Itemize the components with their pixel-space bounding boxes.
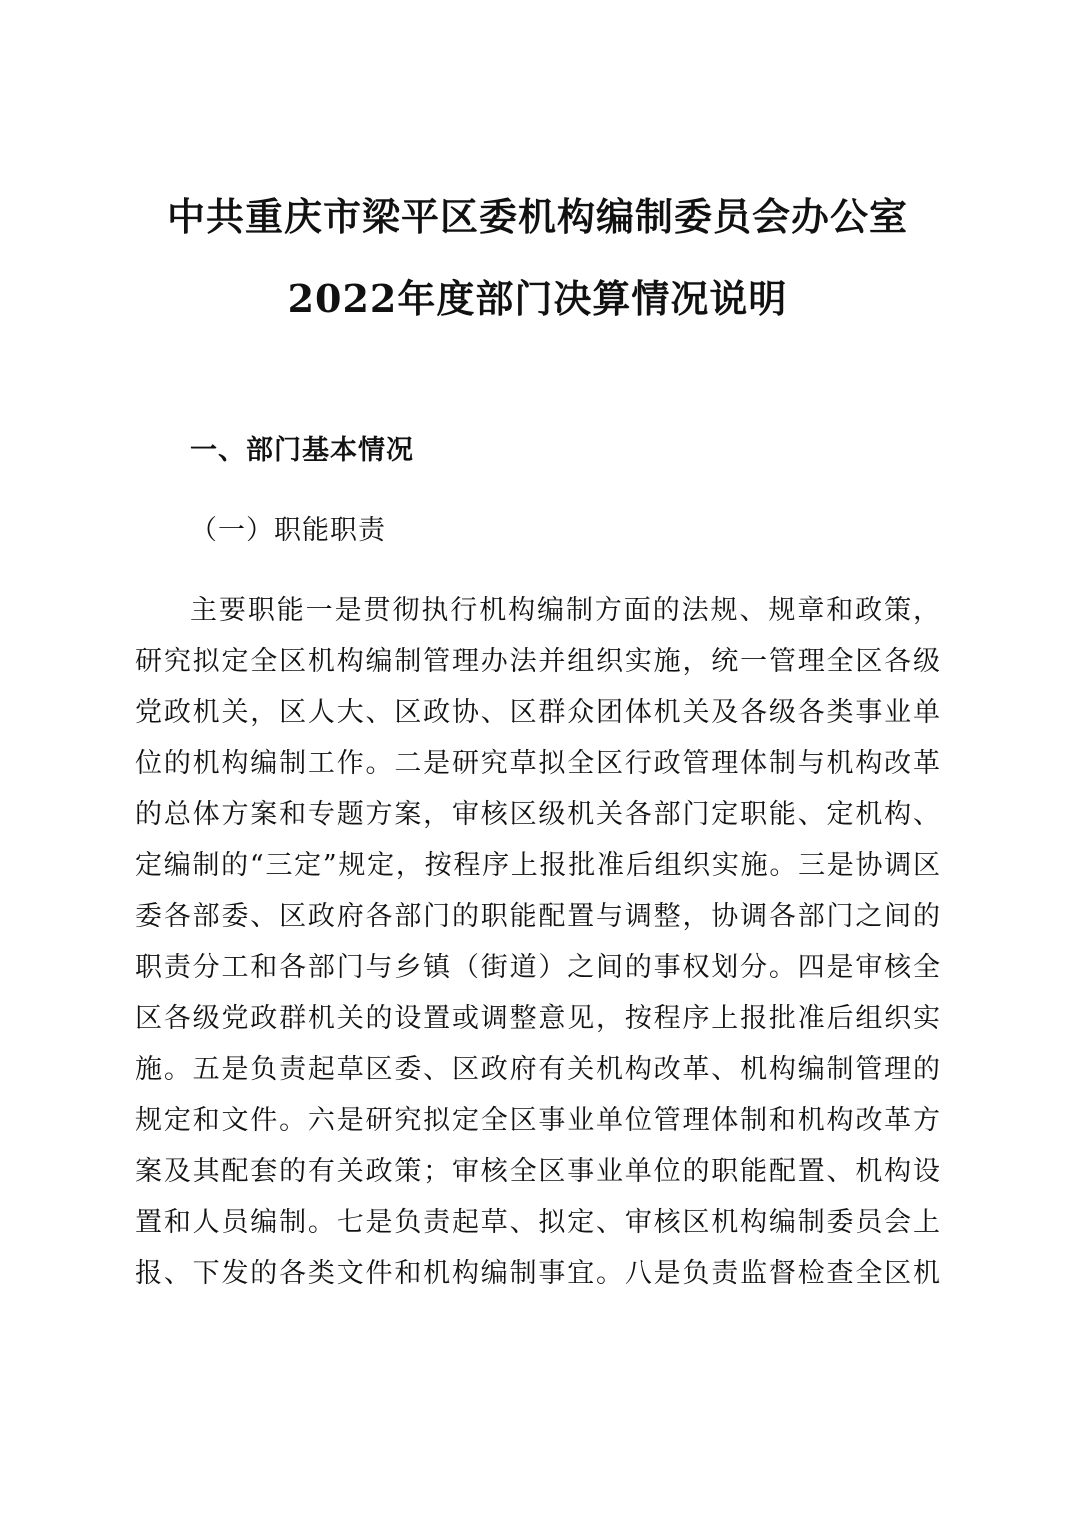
- body-paragraph: [135, 585, 940, 1299]
- document-title-line-1: 中共重庆市梁平区委机构编制委员会办公室: [166, 194, 908, 239]
- paragraph-line: 定编制的“三定”规定，按程序上报批准后组织实施。三是协调区: [135, 850, 940, 881]
- section-heading: 一、部门基本情况: [190, 435, 414, 466]
- subsection-heading: （一）职能职责: [190, 515, 386, 546]
- paragraph-line: 的总体方案和专题方案，审核区级机关各部门定职能、定机构、: [135, 799, 940, 830]
- document-title-line-2: 2022年度部门决算情况说明: [287, 276, 788, 321]
- paragraph-line: 施。五是负责起草区委、区政府有关机构改革、机构编制管理的: [135, 1054, 940, 1085]
- paragraph-line: 区各级党政群机关的设置或调整意见，按程序上报批准后组织实: [135, 1003, 940, 1034]
- paragraph-line: 案及其配套的有关政策；审核全区事业单位的职能配置、机构设: [135, 1156, 940, 1187]
- paragraph-line: 报、下发的各类文件和机构编制事宜。八是负责监督检查全区机: [135, 1258, 940, 1289]
- paragraph-line: 主要职能一是贯彻执行机构编制方面的法规、规章和政策，: [190, 595, 940, 626]
- paragraph-line: 位的机构编制工作。二是研究草拟全区行政管理体制与机构改革: [135, 748, 940, 779]
- paragraph-line: 置和人员编制。七是负责起草、拟定、审核区机构编制委员会上: [135, 1207, 940, 1238]
- paragraph-line: 委各部委、区政府各部门的职能配置与调整，协调各部门之间的: [135, 901, 940, 932]
- paragraph-line: 职责分工和各部门与乡镇（街道）之间的事权划分。四是审核全: [135, 952, 940, 983]
- paragraph-line: 党政机关，区人大、区政协、区群众团体机关及各级各类事业单: [135, 697, 940, 728]
- paragraph-line: 规定和文件。六是研究拟定全区事业单位管理体制和机构改革方: [135, 1105, 940, 1136]
- paragraph-line: 研究拟定全区机构编制管理办法并组织实施，统一管理全区各级: [135, 646, 940, 677]
